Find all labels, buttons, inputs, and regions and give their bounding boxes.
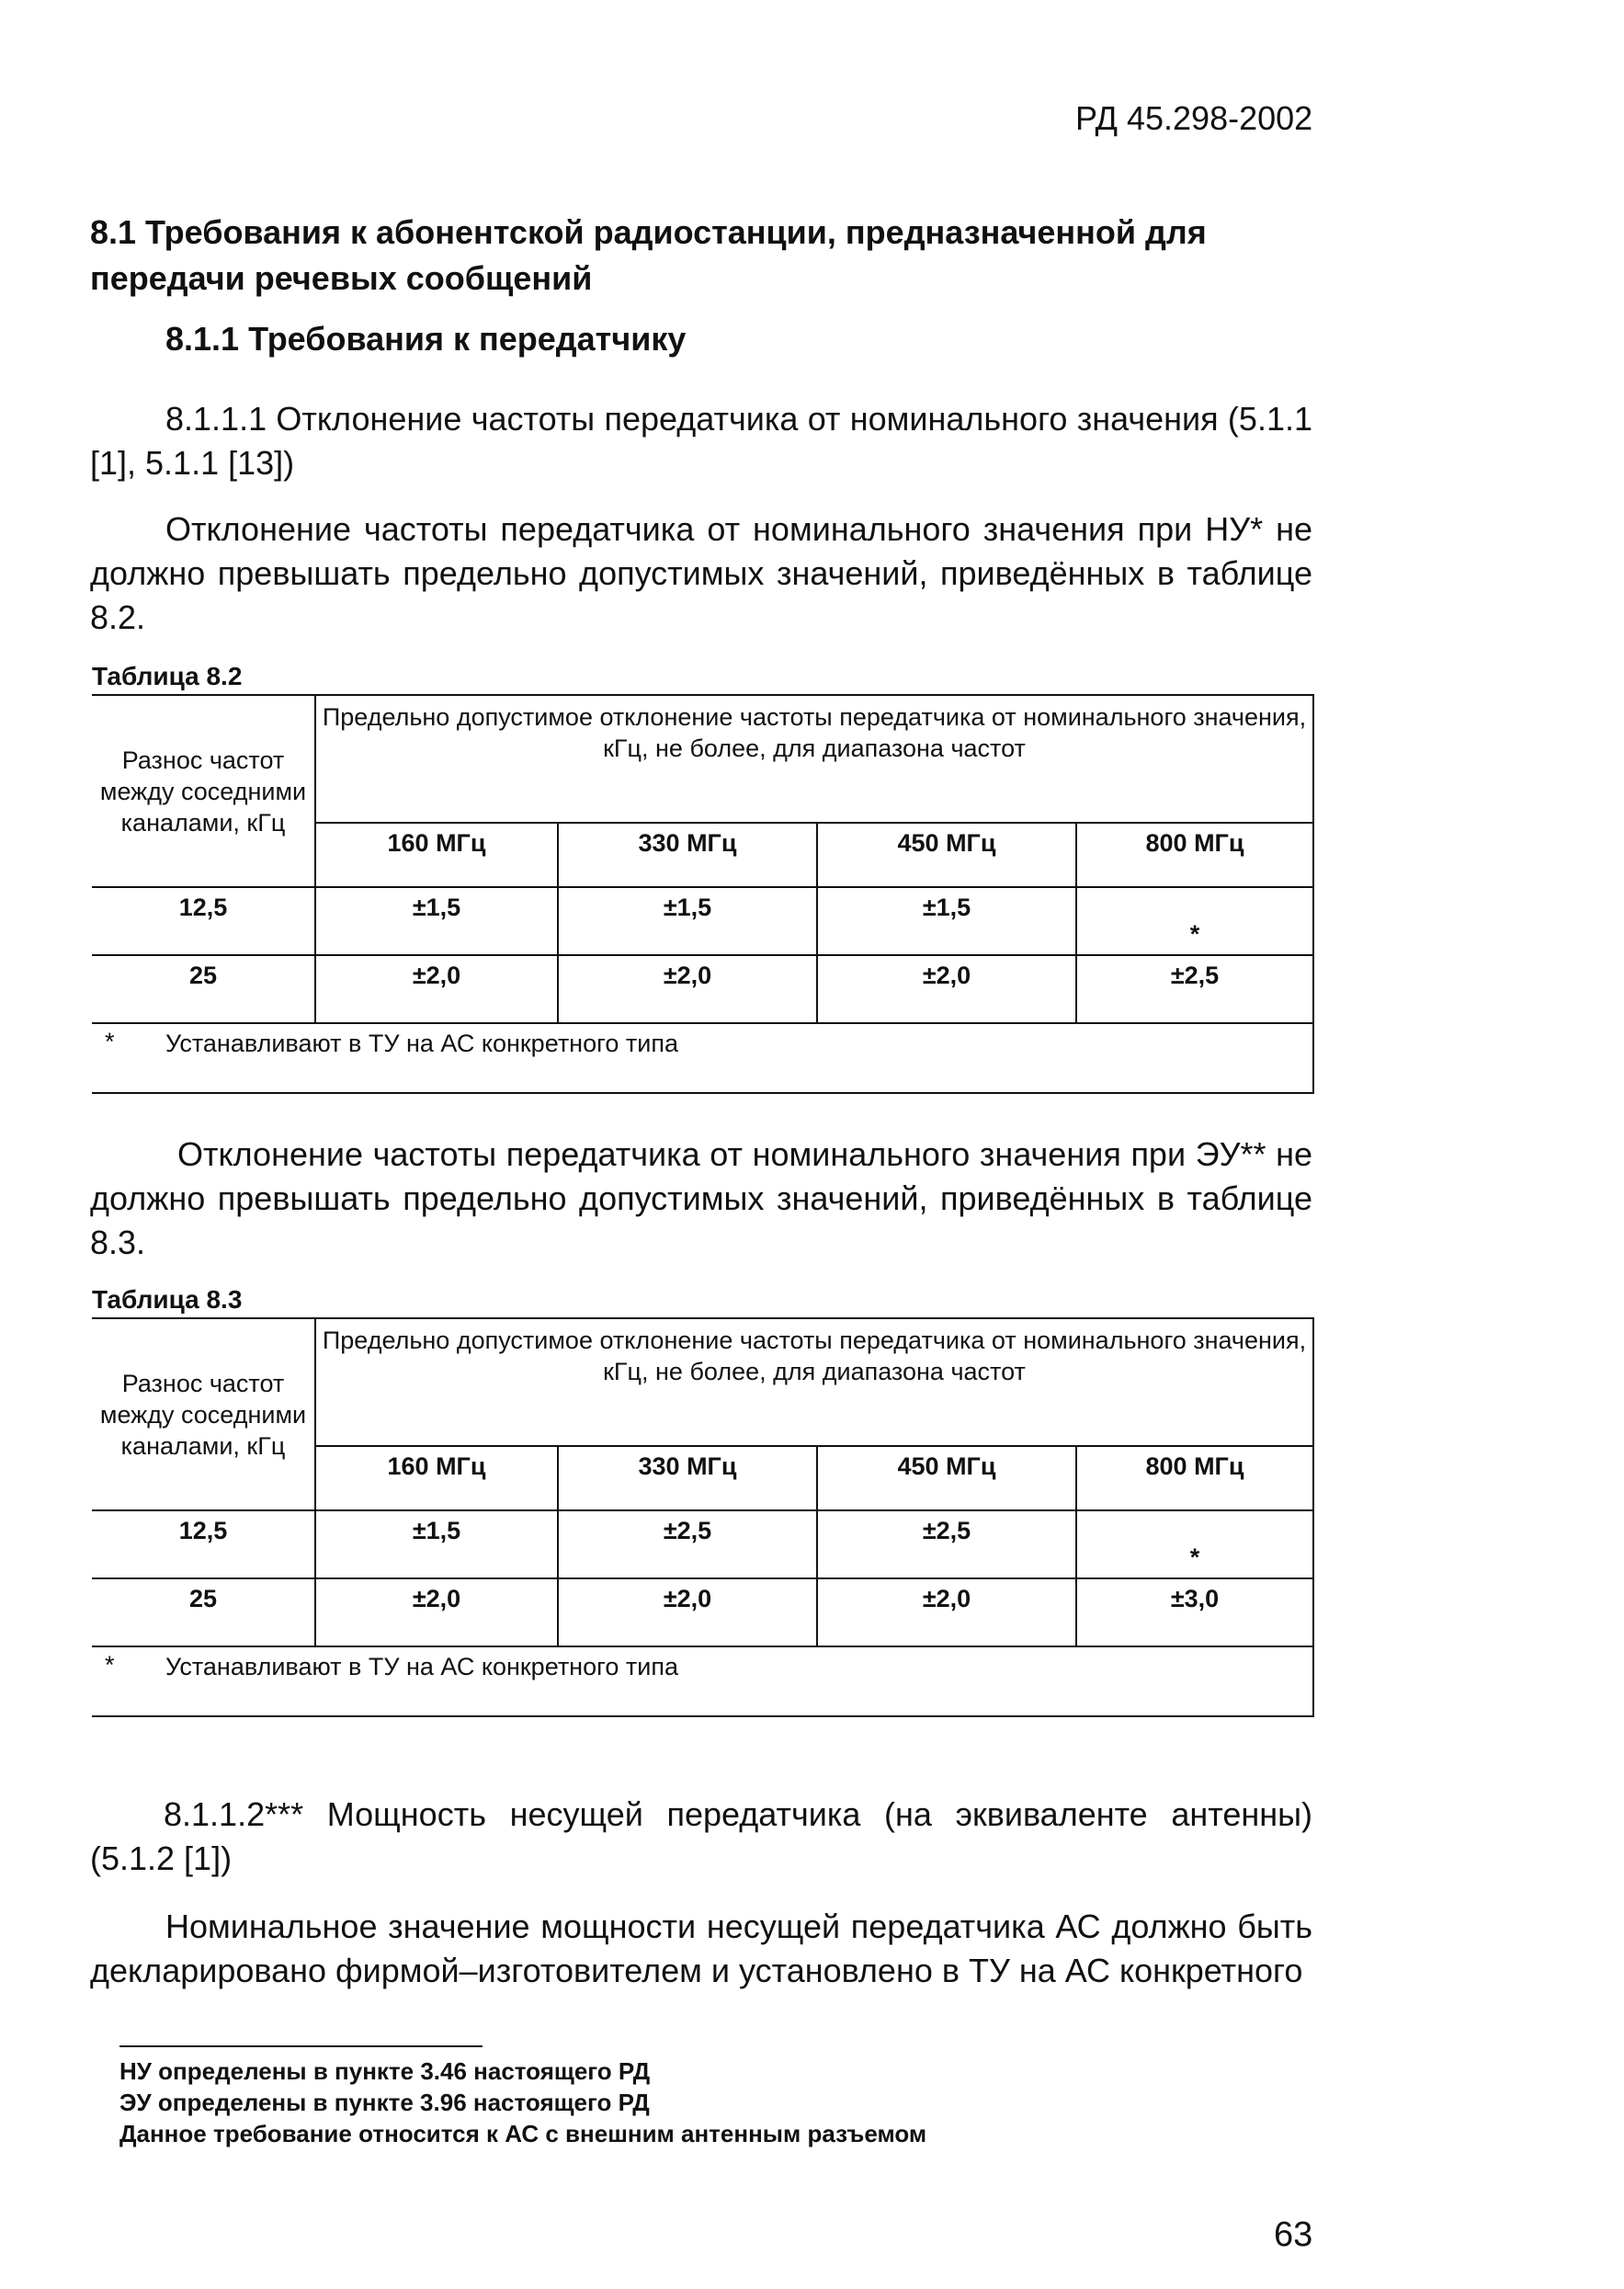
paragraph-nominal-power: [90, 1905, 1312, 1993]
column-header-160: 160 МГц: [315, 823, 558, 887]
column-header-spacing: Разнос частот между соседними каналами, кГц: [92, 1318, 315, 1510]
paragraph-8-1-1-2: [90, 1793, 1312, 1881]
cell-value: ±1,5: [315, 1510, 558, 1578]
table-note: [92, 1646, 1313, 1716]
note-mark: *: [105, 1028, 115, 1055]
cell-value: ±2,0: [315, 1578, 558, 1646]
paragraph-8-1-1-1: [90, 397, 1312, 485]
page-number: 63: [1274, 2215, 1313, 2254]
table-row: [92, 955, 1313, 1023]
cell-value: *: [1076, 887, 1313, 955]
footnote-3: Данное требование относится к АС с внешним антенным разъемом: [119, 2120, 927, 2147]
paragraph-text: Отклонение частоты передатчика от номинального значения при ЭУ** не должно превышать предельно допустимых значений, приведённых в таблице 8.3.: [90, 1135, 1312, 1261]
paragraph-eu: [90, 1133, 1312, 1265]
cell-spacing: 25: [92, 955, 315, 1023]
cell-value: ±2,5: [558, 1510, 817, 1578]
cell-value: ±1,5: [817, 887, 1076, 955]
cell-spacing: 12,5: [92, 1510, 315, 1578]
table-8-3: [92, 1317, 1314, 1717]
footnote-rule: [119, 2045, 483, 2047]
footnote-2: ЭУ определены в пункте 3.96 настоящего РД: [119, 2089, 650, 2116]
column-header-330: 330 МГц: [558, 1446, 817, 1510]
cell-value: ±2,0: [817, 1578, 1076, 1646]
paragraph-text: 8.1.1.1 Отклонение частоты передатчика от номинального значения (5.1.1 [1], 5.1.1 [13]): [90, 400, 1312, 482]
column-header-spacing: Разнос частот между соседними каналами, кГц: [92, 695, 315, 887]
paragraph-text: 8.1.1.2*** Мощность несущей передатчика (на эквиваленте антенны) (5.1.2 [1]): [90, 1795, 1312, 1877]
column-header-330: 330 МГц: [558, 823, 817, 887]
cell-value: ±2,0: [558, 955, 817, 1023]
paragraph-text: Отклонение частоты передатчика от номинального значения при НУ* не должно превышать предельно допустимых значений, приведённых в таблице 8.2.: [90, 510, 1312, 636]
table-row: [92, 887, 1313, 955]
column-header-800: 800 МГц: [1076, 1446, 1313, 1510]
footnote-1: НУ определены в пункте 3.46 настоящего РД: [119, 2057, 651, 2085]
column-header-160: 160 МГц: [315, 1446, 558, 1510]
cell-value: ±1,5: [315, 887, 558, 955]
cell-value: ±2,5: [817, 1510, 1076, 1578]
note-text: Устанавливают в ТУ на АС конкретного типа: [165, 1653, 678, 1680]
cell-value: ±2,5: [1076, 955, 1313, 1023]
cell-value: ±1,5: [558, 887, 817, 955]
column-header-450: 450 МГц: [817, 1446, 1076, 1510]
cell-value: ±2,0: [817, 955, 1076, 1023]
table-row: [92, 1578, 1313, 1646]
cell-value: *: [1076, 1510, 1313, 1578]
table-row: [92, 1510, 1313, 1578]
table-8-2-caption: Таблица 8.2: [92, 662, 243, 690]
table-8-3-caption: Таблица 8.3: [92, 1285, 243, 1314]
cell-value: ±2,0: [315, 955, 558, 1023]
note-mark: *: [105, 1651, 115, 1679]
table-note: [92, 1023, 1313, 1093]
table-8-2: [92, 694, 1314, 1094]
paragraph-text: Номинальное значение мощности несущей передатчика АС должно быть декларировано фирмой–изготовителем и установлено в ТУ на АС конкретного: [90, 1908, 1312, 1989]
column-header-450: 450 МГц: [817, 823, 1076, 887]
column-header-800: 800 МГц: [1076, 823, 1313, 887]
cell-value: ±2,0: [558, 1578, 817, 1646]
section-title: 8.1 Требования к абонентской радиостанции, предназначенной для передачи речевых сообщений: [90, 213, 1207, 297]
cell-value: ±3,0: [1076, 1578, 1313, 1646]
document-code: РД 45.298-2002: [1075, 99, 1313, 137]
cell-spacing: 12,5: [92, 887, 315, 955]
group-header: Предельно допустимое отклонение частоты передатчика от номинального значения, кГц, не более, для диапазона частот: [315, 695, 1313, 823]
paragraph-nu: [90, 507, 1312, 640]
cell-spacing: 25: [92, 1578, 315, 1646]
group-header: Предельно допустимое отклонение частоты передатчика от номинального значения, кГц, не более, для диапазона частот: [315, 1318, 1313, 1446]
note-text: Устанавливают в ТУ на АС конкретного типа: [165, 1030, 678, 1057]
subsection-title: 8.1.1 Требования к передатчику: [165, 320, 687, 358]
